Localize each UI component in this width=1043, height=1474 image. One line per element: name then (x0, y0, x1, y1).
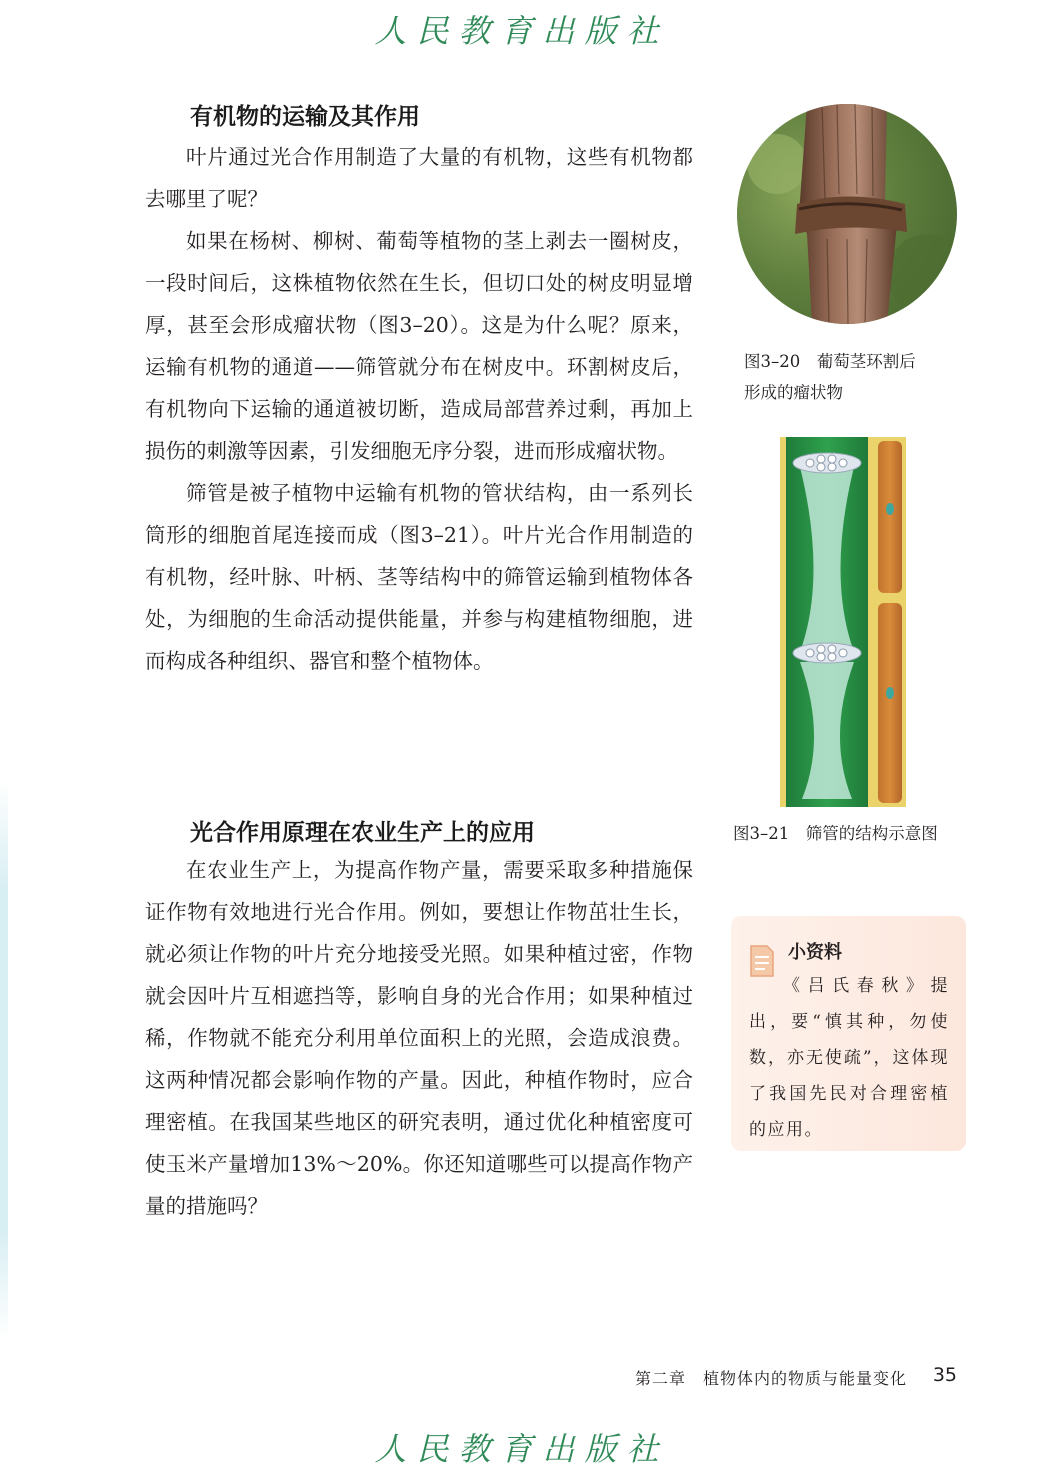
info-paragraph: 《吕氏春秋》提出，要“慎其种，勿使数，亦无使疏”，这体现了我国先民对合理密植的应用。 (749, 976, 949, 1140)
info-box (731, 916, 966, 1151)
page-number: 35 (932, 1364, 957, 1386)
paragraph: 在农业生产上，为提高作物产量，需要采取多种措施保证作物有效地进行光合作用。例如，要想让作物茁壮生长，就必须让作物的叶片充分地接受光照。如果种植过密，作物就会因叶片互相遮挡等，影响自身的光合作用；如果种植过稀，作物就不能充分利用单位面积上的光照，会造成浪费。这两种情况都会影响作物的产量。因此，种植作物时，应合理密植。在我国某些地区的研究表明，通过优化种植密度可使玉米产量增加13%～20%。你还知道哪些可以提高作物产量的措施吗？ (145, 858, 693, 1218)
paragraph: 筛管是被子植物中运输有机物的管状结构，由一系列长筒形的细胞首尾连接而成（图3–21）。叶片光合作用制造的有机物，经叶脉、叶柄、茎等结构中的筛管运输到植物体各处，为细胞的生命活动提供能量，并参与构建植物细胞，进而构成各种组织、器官和整个植物体。 (145, 481, 693, 673)
figure-3-20-caption (744, 346, 916, 408)
publisher-header: 人民教育出版社 (374, 12, 669, 50)
publisher-footer: 人民教育出版社 (374, 1430, 669, 1468)
info-box-title: 小资料 (788, 942, 842, 963)
paragraph: 如果在杨树、柳树、葡萄等植物的茎上剥去一圈树皮，一段时间后，这株植物依然在生长，但切口处的树皮明显增厚，甚至会形成瘤状物（图3–20）。这是为什么呢？原来，运输有机物的通道——筛管就分布在树皮中。环割树皮后，有机物向下运输的通道被切断，造成局部营养过剩，再加上损伤的刺激等因素，引发细胞无序分裂，进而形成瘤状物。 (145, 229, 693, 463)
info-box-text (749, 968, 949, 1148)
grape-stem-girdling-photo (737, 104, 957, 324)
figure-3-21-caption: 图3–21 筛管的结构示意图 (733, 824, 938, 843)
section-body-agriculture (145, 849, 693, 1227)
sieve-tube-diagram (780, 437, 912, 807)
paragraph: 叶片通过光合作用制造了大量的有机物，这些有机物都去哪里了呢？ (145, 145, 693, 211)
chapter-footer: 第二章 植物体内的物质与能量变化 (634, 1369, 907, 1388)
left-margin-rule (0, 780, 8, 1340)
caption-line: 形成的瘤状物 (744, 383, 843, 402)
section-heading-agriculture: 光合作用原理在农业生产上的应用 (190, 820, 535, 846)
section-heading-organic-transport: 有机物的运输及其作用 (190, 104, 420, 130)
section-body-organic-transport (145, 136, 693, 682)
caption-line: 图3–20 葡萄茎环割后 (744, 352, 916, 371)
